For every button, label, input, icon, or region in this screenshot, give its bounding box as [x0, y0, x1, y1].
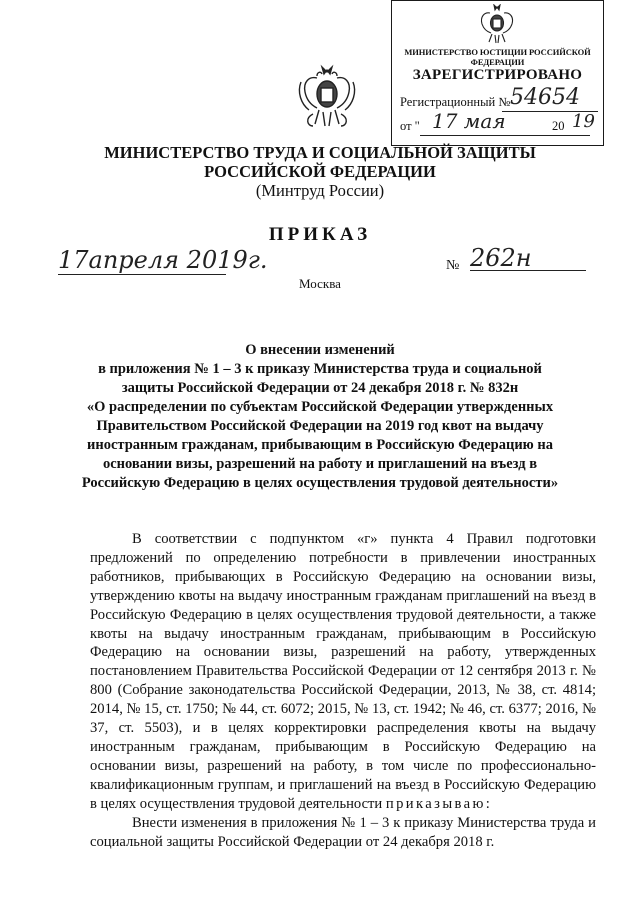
stamp-emblem-icon	[476, 4, 518, 44]
stamp-date-underline	[420, 135, 590, 136]
heading-line: Правительством Российской Федерации на 2019 год квот на выдачу	[96, 418, 544, 434]
order-date-underline	[58, 274, 226, 275]
stamp-reg-number-label: Регистрационный №	[400, 95, 511, 109]
ministry-short-name: (Минтруд России)	[255, 181, 385, 200]
stamp-reg-number: 54654	[510, 85, 580, 110]
heading-line: основании визы, разрешений на работу и приглашений на въезд в	[102, 456, 538, 472]
heading-line: «О распределении по субъектам Российской Федерации утвержденных	[86, 399, 554, 415]
heading-line: защиты Российской Федерации от 24 декабря 2018 г. № 832н	[121, 380, 519, 396]
heading-line: О внесении изменений	[245, 342, 395, 358]
stamp-year-prefix: 20	[552, 119, 565, 133]
stamp-date-label: от "	[400, 119, 420, 133]
order-date-handwritten: 17апреля 2019г.	[58, 246, 268, 274]
heading-line: в приложения № 1 – 3 к приказу Министерства труда и социальной	[98, 361, 542, 377]
order-body	[90, 530, 596, 851]
heading-line: Российскую Федерацию в целях осуществления трудовой деятельности»	[81, 475, 559, 491]
heading-line: иностранным гражданам, прибывающим в Российскую Федерацию на	[87, 437, 553, 453]
coat-of-arms-emblem-icon	[295, 62, 359, 134]
ministry-header	[0, 143, 640, 200]
ministry-name-line2: РОССИЙСКОЙ ФЕДЕРАЦИИ	[204, 162, 436, 181]
order-number-handwritten: 262н	[470, 244, 532, 272]
order-number-underline	[470, 270, 586, 271]
body-paragraph-1-text: В соответствии с подпунктом «г» пункта 4 Правил подготовки предложений по определению потребности в привлечении иностранных работников, прибывающих в Российскую Федерацию на основании визы, утверждению квоты на выдачу иностранным гражданам приглашений на въезд в Российскую Федерацию в целях осуществления трудовой деятельности, а также квоты на выдачу иностранным гражданам, прибывающим в Российскую Федерацию на основании визы, разрешений на работу, утвержденных постановлением Правительства Российской Федерации от 12 сентября 2013 г. № 800 (Собрание законодательства Российской Федерации, 2013, № 38, ст. 4814; 2014, № 15, ст. 1750; № 44, ст. 6072; 2015, № 13, ст. 1942; № 46, ст. 6377; 2016, № 37, ст. 5503), и в целях корректировки распределения квоты на выдачу иностранным гражданам, прибывающим в Российскую Федерацию на основании визы, разрешений на работу, в том числе по профессионально-квалификационным группам, и приглашений на въезд в Российскую Федерацию в целях осуществления трудовой деятельности	[90, 531, 596, 812]
order-number-label: №	[446, 258, 460, 273]
stamp-ministry-name: МИНИСТЕРСТВО ЮСТИЦИИ РОССИЙСКОЙ ФЕДЕРАЦИИ	[404, 47, 591, 67]
document-type-title: ПРИКАЗ	[268, 224, 372, 245]
body-paragraph-1	[90, 530, 596, 814]
stamp-registered-label: ЗАРЕГИСТРИРОВАНО	[412, 67, 583, 83]
order-heading	[78, 341, 562, 493]
city-label: Москва	[299, 276, 341, 291]
registration-stamp	[391, 0, 604, 146]
stamp-year-handwritten: 19	[572, 111, 595, 132]
ministry-name-line1: МИНИСТЕРСТВО ТРУДА И СОЦИАЛЬНОЙ ЗАЩИТЫ	[104, 143, 536, 162]
body-paragraph-2: Внести изменения в приложения № 1 – 3 к приказу Министерства труда и социальной защиты Российской Федерации от 24 декабря 2018 г.	[90, 814, 596, 850]
order-command-word: приказываю:	[385, 795, 493, 812]
stamp-date-handwritten: 17 мая	[432, 109, 506, 133]
